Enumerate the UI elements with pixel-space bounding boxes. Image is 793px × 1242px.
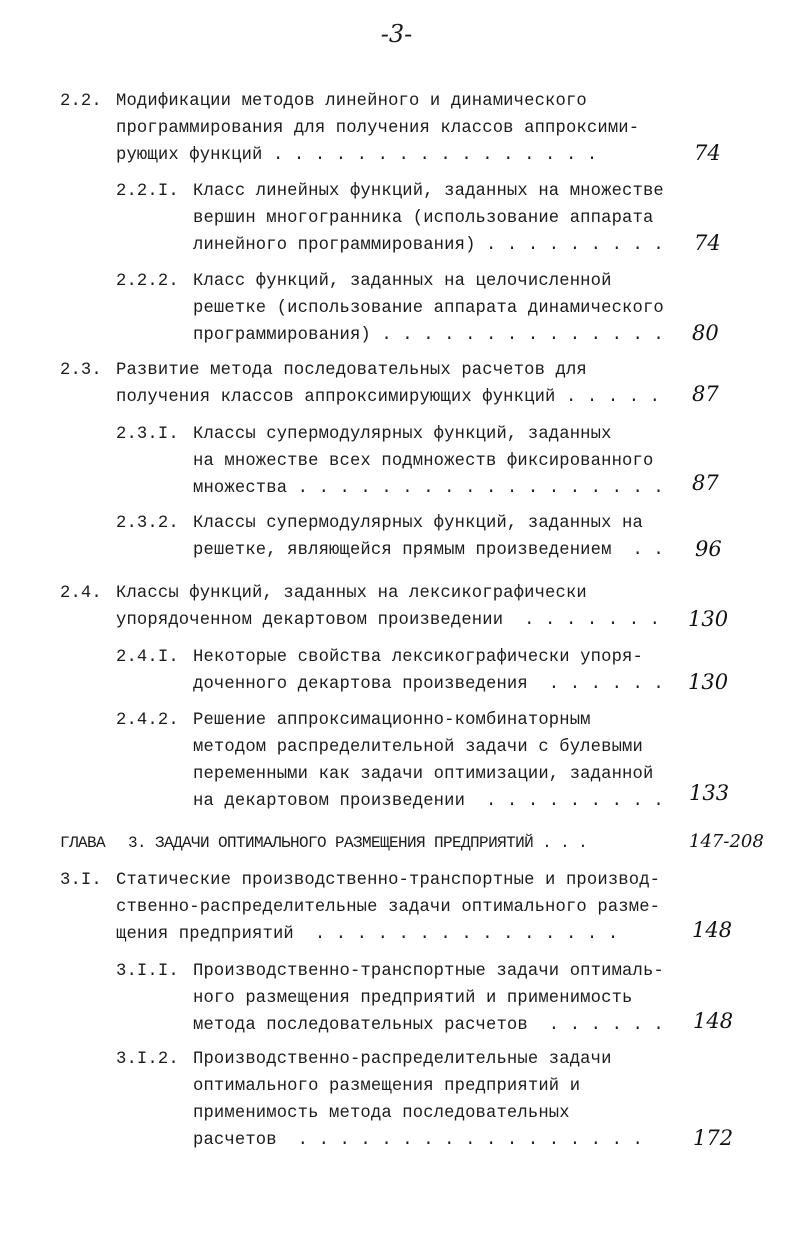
section-number: 2.4. (60, 584, 102, 603)
section-number: 2.2.I. (116, 182, 179, 201)
section-number: 2.2. (60, 92, 102, 111)
entry-text-line: на множестве всех подмножеств фиксированного (193, 452, 654, 471)
entry-text-line: расчетов . . . . . . . . . . . . . . . . . (193, 1131, 643, 1150)
entry-text-line: линейного программирования) . . . . . . . . . (193, 236, 664, 255)
page-ref: 96 (695, 537, 722, 561)
entry-text-line: ного размещения предприятий и применимость (193, 989, 633, 1008)
section-number: 3.I. (60, 871, 102, 890)
page-ref: 130 (688, 607, 729, 631)
section-number: 2.4.I. (116, 648, 179, 667)
page-ref: 87 (692, 382, 719, 406)
page-number: -3- (380, 20, 413, 48)
entry-text-line: решетке (использование аппарата динамического (193, 299, 664, 318)
entry-text-line: получения классов аппроксимирующих функций . . . . . (116, 388, 661, 407)
entry-text-line: решетке, являющейся прямым произведением . . (193, 541, 664, 560)
entry-text-line: Классы супермодулярных функций, заданных на (193, 514, 643, 533)
entry-text-line: Классы функций, заданных на лексикографически (116, 584, 587, 603)
entry-text-line: метода последовательных расчетов . . . . . . (193, 1016, 664, 1035)
entry-text-line: ственно-распределительные задачи оптимального разме- (116, 898, 661, 917)
entry-text-line: Производственно-транспортные задачи оптималь- (193, 962, 664, 981)
section-number: 2.4.2. (116, 711, 179, 730)
section-number: 3.I.I. (116, 962, 179, 981)
entry-text-line: Некоторые свойства лексикографически упоря- (193, 648, 643, 667)
entry-text-line: Решение аппроксимационно-комбинаторным (193, 711, 591, 730)
entry-text-line: Статические производственно-транспортные и производ- (116, 871, 661, 890)
section-number: 2.2.2. (116, 272, 179, 291)
section-number: 3.I.2. (116, 1050, 179, 1069)
chapter-title: 3. ЗАДАЧИ ОПТИМАЛЬНОГО РАЗМЕЩЕНИЯ ПРЕДПРИЯТИЙ . . . (128, 834, 588, 852)
page-ref: 80 (692, 321, 719, 345)
entry-text-line: программирования) . . . . . . . . . . . . . . (193, 326, 664, 345)
entry-text-line: на декартовом произведении . . . . . . . . . (193, 792, 664, 811)
page-ref: 133 (689, 781, 730, 805)
section-number: 2.3.2. (116, 514, 179, 533)
chapter-label: ГЛАВА (60, 834, 106, 852)
page-ref: 147-208 (689, 831, 764, 852)
page-ref: 172 (693, 1126, 734, 1150)
entry-text-line: переменными как задачи оптимизации, заданной (193, 765, 654, 784)
page-ref: 74 (694, 231, 721, 255)
entry-text-line: Классы супермодулярных функций, заданных (193, 425, 612, 444)
section-number: 2.3. (60, 361, 102, 380)
page-ref: 148 (692, 918, 733, 942)
entry-text-line: оптимального размещения предприятий и (193, 1077, 581, 1096)
entry-text-line: множества . . . . . . . . . . . . . . . . . . (193, 479, 664, 498)
section-number: 2.3.I. (116, 425, 179, 444)
entry-text-line: вершин многогранника (использование аппарата (193, 209, 654, 228)
page-ref: 87 (692, 471, 719, 495)
entry-text-line: Класс функций, заданных на целочисленной (193, 272, 612, 291)
entry-text-line: применимость метода последовательных (193, 1104, 570, 1123)
entry-text-line: Производственно-распределительные задачи (193, 1050, 612, 1069)
page-ref: 74 (694, 141, 721, 165)
page-ref: 130 (688, 670, 729, 694)
entry-text-line: Класс линейных функций, заданных на множестве (193, 182, 664, 201)
entry-text-line: Модификации методов линейного и динамического (116, 92, 587, 111)
entry-text-line: Развитие метода последовательных расчетов для (116, 361, 587, 380)
entry-text-line: доченного декартова произведения . . . . . . (193, 675, 664, 694)
entry-text-line: щения предприятий . . . . . . . . . . . . . . . (116, 925, 619, 944)
entry-text-line: рующих функций . . . . . . . . . . . . . . . . (116, 146, 598, 165)
page-ref: 148 (693, 1009, 734, 1033)
entry-text-line: программирования для получения классов аппроксими- (116, 119, 640, 138)
entry-text-line: методом распределительной задачи с булевыми (193, 738, 643, 757)
entry-text-line: упорядоченном декартовом произведении . . . . . . . (116, 611, 661, 630)
